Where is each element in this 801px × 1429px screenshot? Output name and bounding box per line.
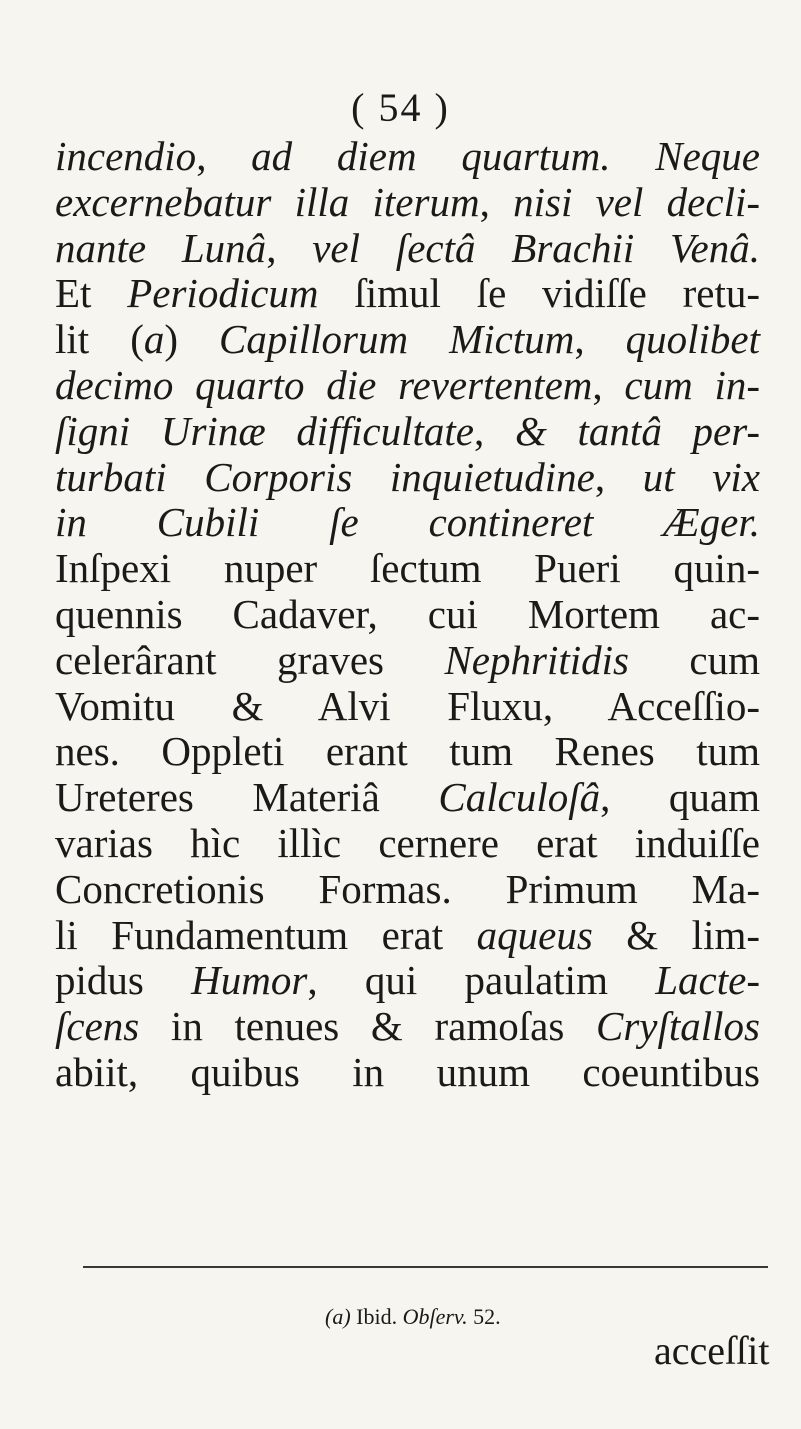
text-segment: decimo quarto die revertentem bbox=[55, 361, 593, 408]
text-segment: a bbox=[143, 316, 165, 363]
footnote-text: Ibid. bbox=[350, 1304, 403, 1329]
page-number: ( 54 ) bbox=[351, 85, 450, 130]
text-line bbox=[55, 592, 760, 638]
text-line bbox=[55, 226, 760, 272]
footnote bbox=[325, 1304, 501, 1330]
text-line bbox=[55, 317, 760, 363]
text-segment: incendio bbox=[55, 133, 197, 179]
text-segment: ad diem quartum. Neque bbox=[251, 133, 760, 179]
text-segment: , bbox=[594, 453, 643, 500]
text-line bbox=[55, 958, 760, 1004]
text-segment: lit ( bbox=[55, 316, 144, 363]
text-segment: Inſpexi nuper ſectum Pueri quin- bbox=[55, 545, 760, 592]
text-segment: Nephritidis bbox=[444, 636, 629, 683]
text-segment: celerârant graves bbox=[55, 636, 445, 683]
text-line bbox=[55, 363, 760, 409]
text-segment: Periodicum bbox=[127, 270, 319, 317]
catchword: acceſſit bbox=[654, 1328, 770, 1373]
text-line bbox=[55, 638, 760, 684]
text-line bbox=[55, 1050, 760, 1096]
text-line bbox=[55, 180, 760, 226]
text-line bbox=[55, 1004, 760, 1050]
text-segment: in Cubili ſe contineret Æger. bbox=[55, 499, 760, 546]
text-segment: in tenues & ramoſas bbox=[139, 1003, 596, 1050]
text-segment: Calculoſâ bbox=[438, 774, 601, 821]
text-segment: , bbox=[479, 178, 514, 225]
text-segment: ſcens bbox=[55, 1003, 140, 1050]
text-segment: ut vix bbox=[642, 453, 760, 500]
text-segment: Humor bbox=[191, 957, 308, 1004]
text-segment: turbati Corporis inquietudine bbox=[55, 453, 595, 500]
text-line bbox=[55, 546, 760, 592]
footnote-source: Obſerv. bbox=[402, 1304, 468, 1329]
text-line bbox=[55, 684, 760, 730]
text-segment: Et bbox=[55, 270, 128, 317]
text-segment: quennis Cadaver, cui Mortem ac- bbox=[55, 590, 760, 637]
text-segment: & lim- bbox=[592, 911, 761, 958]
text-line bbox=[55, 455, 760, 501]
text-segment: pidus bbox=[55, 957, 192, 1004]
text-segment: Ureteres Materiâ bbox=[55, 774, 439, 821]
text-segment: aqueus bbox=[476, 911, 593, 958]
text-segment: varias hìc illìc cernere erat induiſſe bbox=[55, 819, 760, 866]
text-segment: cum bbox=[628, 636, 760, 683]
text-line bbox=[55, 913, 760, 959]
text-segment: , bbox=[266, 224, 313, 271]
text-line bbox=[55, 271, 760, 317]
text-line bbox=[55, 821, 760, 867]
footnote-marker: (a) bbox=[325, 1304, 351, 1329]
text-line bbox=[55, 134, 760, 180]
text-segment: , qui paulatim bbox=[307, 957, 656, 1004]
text-segment: vel ſectâ Brachii Venâ. bbox=[312, 224, 760, 271]
text-segment: , bbox=[196, 133, 252, 179]
text-segment: nante Lunâ bbox=[55, 224, 267, 271]
text-segment: , bbox=[474, 407, 515, 454]
text-segment: & tantâ per- bbox=[514, 407, 760, 454]
text-segment: quolibet bbox=[625, 316, 760, 363]
text-segment: excernebatur illa iterum bbox=[55, 178, 480, 225]
text-segment: , bbox=[592, 361, 625, 408]
text-segment: ſigni Urinæ difficultate bbox=[55, 407, 474, 454]
text-line bbox=[55, 500, 760, 546]
text-line bbox=[55, 729, 760, 775]
text-segment: Capillorum Mictum bbox=[219, 316, 575, 363]
text-segment: Cryſtallos bbox=[595, 1003, 760, 1050]
footnote-divider bbox=[83, 1266, 768, 1268]
text-line bbox=[55, 409, 760, 455]
text-line bbox=[55, 775, 760, 821]
text-segment: , quam bbox=[600, 774, 760, 821]
footnote-number: 52. bbox=[467, 1304, 501, 1329]
text-line bbox=[55, 867, 760, 913]
text-segment: nisi vel decli- bbox=[513, 178, 760, 225]
text-segment: cum in- bbox=[624, 361, 760, 408]
text-segment: li Fundamentum erat bbox=[55, 911, 477, 958]
text-segment: abiit, quibus in unum coeuntibus bbox=[55, 1048, 760, 1095]
text-segment: ) bbox=[164, 316, 220, 363]
text-segment: Concretionis Formas. Primum Ma- bbox=[55, 865, 760, 912]
text-segment: Vomitu & Alvi Fluxu, Acceſſio- bbox=[55, 682, 760, 729]
text-segment: nes. Oppleti erant tum Renes tum bbox=[55, 728, 760, 775]
text-segment: Lacte- bbox=[655, 957, 760, 1004]
text-segment: , bbox=[574, 316, 626, 363]
text-segment: ſimul ſe vidiſſe retu- bbox=[318, 270, 761, 317]
body-text bbox=[55, 134, 760, 1096]
